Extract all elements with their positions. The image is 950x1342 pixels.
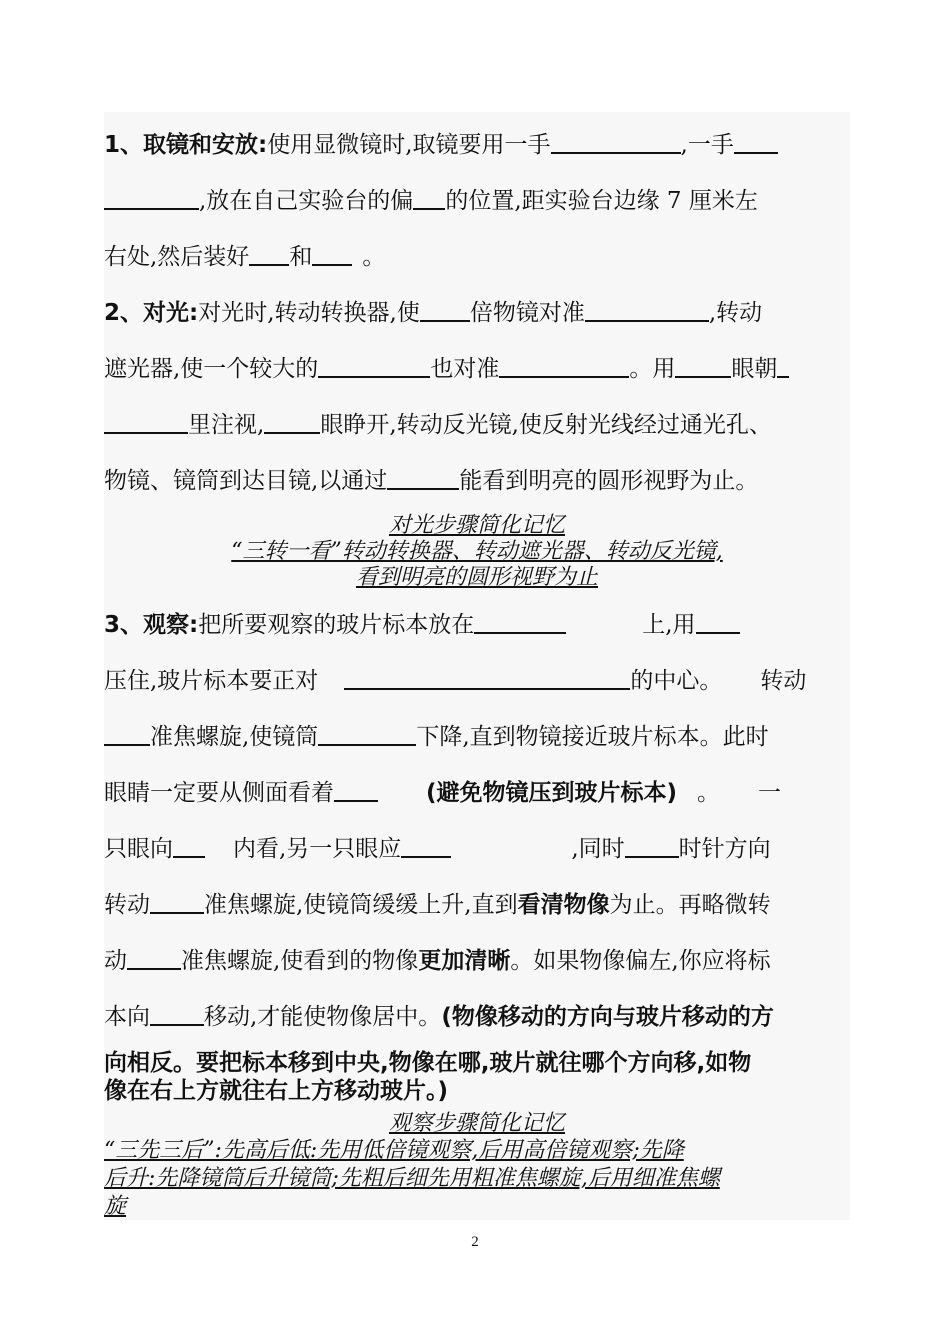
s3-line9: 向相反。要把标本移到中央,物像在哪,玻片就往哪个方向移,如物 bbox=[104, 1050, 752, 1076]
blank[interactable] bbox=[499, 354, 629, 378]
s3-line6: 转动 准焦螺旋,使镜筒缓缓上升,直到看清物像为止。再略微转 bbox=[104, 892, 771, 918]
s3-line1: 3、观察:把所要观察的玻片标本放在 上,用 bbox=[104, 610, 850, 640]
s1-line1: 1、取镜和安放:使用显微镜时,取镜要用一手 ,一手 bbox=[104, 130, 850, 160]
memo2-line1: “三先三后”:先高后低:先用低倍镜观察,后用高倍镜观察;先降 bbox=[104, 1138, 684, 1163]
s3-line4: 眼睛一定要从侧面看着 (避免物镜压到玻片标本) 。 一 bbox=[104, 780, 782, 806]
s1-heading: 1、取镜和安放: bbox=[104, 132, 268, 158]
s3-line10: 像在右上方就往右上方移动玻片。) bbox=[104, 1078, 449, 1104]
blank[interactable] bbox=[173, 834, 205, 858]
blank[interactable] bbox=[625, 834, 679, 858]
blank[interactable] bbox=[734, 130, 778, 154]
blank[interactable] bbox=[104, 722, 150, 746]
blank[interactable] bbox=[387, 466, 459, 490]
blank[interactable] bbox=[696, 610, 740, 634]
blank[interactable] bbox=[551, 130, 681, 154]
blank[interactable] bbox=[104, 186, 199, 210]
blank[interactable] bbox=[344, 666, 630, 690]
s1-line3: 右处,然后装好 和 。 bbox=[104, 244, 386, 270]
s2-line2: 遮光器,使一个较大的 也对准 。用 眼朝 bbox=[104, 354, 850, 384]
s2-line4: 物镜、镜筒到达目镜,以通过 能看到明亮的圆形视野为止。 bbox=[104, 468, 759, 494]
blank[interactable] bbox=[401, 834, 451, 858]
memo2-line3: 旋 bbox=[104, 1194, 127, 1219]
blank[interactable] bbox=[312, 242, 352, 266]
blank[interactable] bbox=[777, 354, 789, 378]
blank[interactable] bbox=[420, 298, 470, 322]
s3-line5: 只眼向 内看,另一只眼应 ,同时 时针方向 bbox=[104, 836, 771, 862]
blank[interactable] bbox=[104, 410, 188, 434]
s1-line2: ,放在自己实验台的偏 的位置,距实验台边缘 7 厘米左 bbox=[104, 186, 850, 216]
blank[interactable] bbox=[413, 186, 445, 210]
blank[interactable] bbox=[127, 946, 181, 970]
s3-heading: 3、观察: bbox=[104, 612, 199, 638]
blank[interactable] bbox=[249, 242, 289, 266]
s2-heading: 2、对光: bbox=[104, 300, 199, 326]
memo2-line2: 后升:先降镜筒后升镜筒;先粗后细先用粗准焦螺旋,后用细准焦螺 bbox=[104, 1166, 720, 1191]
blank[interactable] bbox=[675, 354, 731, 378]
s3-line2: 压住,玻片标本要正对 的中心。 转动 bbox=[104, 668, 807, 694]
s2-line1: 2、对光:对光时,转动转换器,使 倍物镜对准 ,转动 bbox=[104, 300, 763, 326]
blank[interactable] bbox=[318, 354, 430, 378]
blank[interactable] bbox=[150, 1002, 204, 1026]
s3-line7: 动 准焦螺旋,使看到的物像更加清晰。如果物像偏左,你应将标 bbox=[104, 948, 771, 974]
blank[interactable] bbox=[474, 610, 566, 634]
s3-line8: 本向 移动,才能使物像居中。(物像移动的方向与玻片移动的方 bbox=[104, 1004, 774, 1030]
s2-line3: 里注视, 眼睁开,转动反光镜,使反射光线经过通光孔、 bbox=[104, 410, 850, 440]
blank[interactable] bbox=[264, 410, 320, 434]
blank[interactable] bbox=[150, 890, 204, 914]
blank[interactable] bbox=[585, 298, 709, 322]
blank[interactable] bbox=[334, 778, 378, 802]
blank[interactable] bbox=[318, 722, 416, 746]
memo2-title: 观察步骤简化记忆 bbox=[388, 1111, 565, 1136]
s3-line3: 准焦螺旋,使镜筒 下降,直到物镜接近玻片标本。此时 bbox=[104, 722, 850, 752]
memo1-title: 对光步骤简化记忆 bbox=[388, 513, 565, 538]
page-number: 2 bbox=[471, 1234, 479, 1250]
memo1-line1: “三转一看”转动转换器、转动遮光器、转动反光镜, bbox=[231, 539, 723, 564]
memo1-line2: 看到明亮的圆形视野为止 bbox=[355, 565, 598, 590]
